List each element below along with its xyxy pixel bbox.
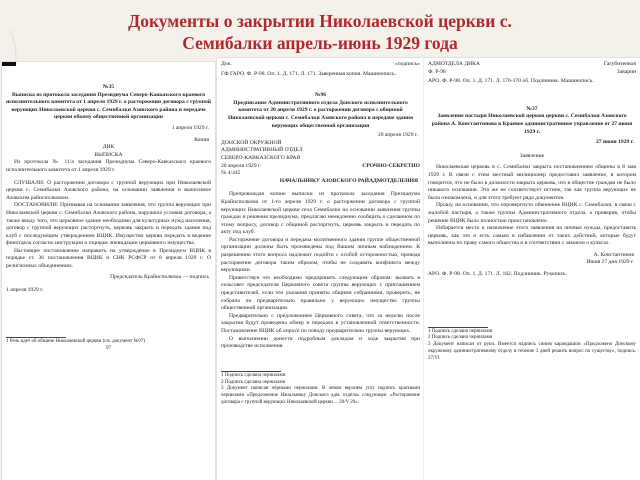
doc2-para-4: Предварительно с предложением Церковного совета, что за неделю после закрытия будут проведены обмер и передача в установленной ответственности. Постановление ВЦИК об опросе по поводу предварительно группы верующих. bbox=[221, 312, 420, 334]
doc2-footnote-2: 2 Подпись сделана чернилами bbox=[221, 379, 286, 385]
doc1-date-2: 1 апреля 1929 г. bbox=[6, 287, 44, 294]
doc2-addressee: НАЧАЛЬНИКУ АЗОВСКОГО РАЙАДМОТДЕЛЕНИЯ bbox=[279, 177, 418, 184]
doc2-footnote-3: 3 Документ написан чёрными чернилами. В левом верхнем углу надпись красными чернилами «Предложение Начальнику Донского адм. отдела» следующее: «Расторжение договора с группой верующих Николаевской церкви ... 20/V 29». bbox=[221, 386, 420, 405]
doc3-signature: А. Константинов bbox=[593, 251, 634, 258]
doc3-header-left: АДМОТДЕЛА ДИКА bbox=[428, 61, 480, 67]
document-96-scan bbox=[217, 58, 424, 480]
doc2-org: ДОНСКОЙ ОКРУЖНОЙ АДМИНИСТРАТИВНЫЙ ОТДЕЛ СЕВЕРО-КАВКАЗСКОГО КРАЯ bbox=[221, 139, 303, 161]
doc3-signature-date: Июня 27 дня 1929 г. bbox=[586, 259, 634, 266]
doc1-extra: Настоящее постановление направить на утверждение в Президиум ВЦИК в порядке ст. 36 постановления ВЦИК и СНК РСФСР от 8 апреля 1929 г. О религиозных объединениях. bbox=[6, 247, 211, 270]
document-37-scan bbox=[424, 58, 640, 480]
doc2-org-number: № 4/445 bbox=[221, 170, 241, 177]
doc3-date: 27 июня 1929 г. bbox=[595, 139, 634, 146]
document-35-scan bbox=[2, 62, 215, 480]
doc1-slushali: СЛУШАЛИ: О расторжении договора с группой верующих при Николаевской церкви с. Семибалки Азовского района, на основании заявления и выносимое Азовским райисполкомом. bbox=[6, 179, 211, 201]
scan-corner-mark bbox=[2, 62, 16, 66]
doc2-header-right: «подпись» bbox=[394, 61, 420, 67]
doc3-para-1: Николаевская церковь в с. Семибалки закрыта постановлением общины в 8 мая 1929 г. В связи с этим местный милиционер предоставил заявление, в котором говорится, что не было в должности закрыта церковь, что в обществе граждан не было никакого основания. Это же не соответствует истине, так как группа верующих не была ознакомлена, и для этого требуют ряда документов. bbox=[428, 164, 636, 201]
page-title bbox=[0, 10, 640, 54]
doc2-header-left: Док. bbox=[221, 61, 232, 67]
doc2-para-1: Препровождая копию выписки из протокола заседания Президиума Крайисполкома от 1-го апреля 1929 г. о расторжении договора с группой верующих Николаевской церкви села Семибалки на основании заявления группы граждан и решения президиума, предлагаю немедленно сообщить о сделанном по этому вопросу, договор с общиной расторгнуть, церковь закрыть и передать по акту под клуб. bbox=[221, 191, 420, 236]
doc2-footnote-1: 1 Подпись сделана чернилами bbox=[221, 372, 286, 378]
doc1-postanovili: ПОСТАНОВИЛИ: Признавая на основании заявления, что группа верующих при Николаевской церкви с. Семибалки Азовского района, нарушила условия договора, а также ввиду того, что церковное здание необходимо для культурных нужд населения, договор с группой верующих расторгнуть, церковь закрыть и передать здание под клуб с последующим утверждением ВЦИК. Имущество церкви передать в ведение финотдела согласно инструкции о порядке ликвидации церковного имущества. bbox=[6, 202, 211, 247]
doc2-org-date: 20 апреля 1929 г. bbox=[221, 162, 262, 169]
doc3-footnote-3: 3 Документ написан от руки. Имеется надпись синим карандашом «Предложено Донскому окружному административному отделу в течение 3 дней решить вопрос по существу», подпись. 27/VI bbox=[428, 342, 636, 361]
doc2-date: 20 апреля 1929 г. bbox=[377, 132, 418, 139]
doc3-footnote-rule bbox=[428, 327, 488, 328]
doc3-tag: Заявление bbox=[519, 152, 545, 159]
doc1-subhead-1: ДИК bbox=[102, 144, 115, 151]
doc3-header-right: Гагубитенков bbox=[603, 61, 636, 67]
doc1-intro: Из протокола № 11/а заседания Президиума Северо-Кавказского краевого исполнительного комитета от 1 апреля 1929 г. bbox=[6, 159, 211, 173]
doc3-para-2: Прошу, на основании, что опровергнуто обвинение ВЦИК с. Семибалки, в связи с жалобой пастыря, а также группы Административного отдела, а проверив, чтобы решение ВЦИК было полностью приостановлено. bbox=[428, 202, 636, 224]
doc3-header-left-2: Ф. Р-98 bbox=[428, 68, 446, 75]
doc3-footnote-2: 2 Подпись сделана чернилами bbox=[428, 335, 493, 341]
doc2-number: №96 bbox=[314, 92, 327, 99]
title-line-2: Семибалки апрель-июнь 1929 года bbox=[182, 33, 458, 53]
doc3-header-right-2: Заварин bbox=[616, 68, 636, 75]
doc2-footnote-rule bbox=[221, 371, 281, 372]
title-line-1: Документы о закрытии Николаевской церкви с. bbox=[128, 11, 512, 31]
doc1-signature: Председатель Крайисполкома — подпись bbox=[110, 273, 209, 280]
doc1-footnote-number: 97 bbox=[106, 345, 111, 351]
doc1-footnote: 1 Речь идет об общине Николаевской церкви (см. документ №97) bbox=[6, 338, 145, 344]
doc2-heading: Предписание Административного отдела Донского исполнительного комитета от 20 апреля 1929 г. о расторжении договора с общиной Николаевской церкви с. Семибалки Азовского района и передаче здания верующих общественной организации bbox=[227, 99, 414, 129]
doc2-para-3: Приветствуя это необходимо предпринять следующим образом: вызвать в сельсовет председателя Церковного совета группы верующих с приглашением представителей, если эти указания приняты общими собраниями, проверить, не собрана ли предварительно правильно у верующих имущество группы общественной организации. bbox=[221, 274, 420, 312]
doc1-heading: Выписка из протокола заседания Президиума Северо-Кавказского краевого исполнительного комитета от 1 апреля 1929 г. о расторжении договора с группой верующих Николаевской церкви с. Семибалки Азовского района и передаче церкви обкому общественной организации bbox=[6, 91, 211, 121]
doc3-para-3: Избирается место и назначение этого заявления на личные нужды, предоставить церковь, как это и есть самым в избавлении от таких действий, которые будут выполнены по праву самого общества и в соответствии с законом о культах. bbox=[428, 225, 636, 247]
doc3-archive-2: АРО. Ф. Р-98. Оп. 1. Д. 171. Л. 182. Подлинник. Рукопись. bbox=[428, 271, 567, 278]
doc3-footnote-1: 1 Подпись сделана чернилами bbox=[428, 328, 493, 334]
doc1-date: 1 апреля 1929 г. bbox=[171, 124, 209, 131]
doc1-footnote-rule bbox=[6, 337, 66, 338]
doc2-secret: СРОЧНО-СЕКРЕТНО bbox=[362, 162, 420, 169]
doc2-para-2: Расторжение договора и передача молитвенного здания группе общественной организации должны быть произведены под Вашим личным наблюдением. К разрешению этого вопроса надлежит подойти с особой осторожностью, проводя расторжение договора таким образом, чтобы не создавать конфликта между верующими. bbox=[221, 236, 420, 274]
doc1-tag: Копия bbox=[194, 136, 209, 143]
doc2-archive: ГФ ГАРО. Ф. Р-98. Оп. 1. Д. 171. Л. 171. Заверенная копия. Машинопись. bbox=[221, 70, 396, 77]
doc3-number: №37 bbox=[526, 105, 538, 112]
doc1-subhead-2: ВЫПИСКА bbox=[94, 151, 123, 158]
doc3-heading: Заявление пастыря Николаевской церкви церкви с. Семибалки Азовского района А. Константинова в Краевое административное управление от 27 июня 1929 г. bbox=[431, 113, 633, 135]
doc2-para-5: О выполнении донести подробным докладом и ходе закрытия при производстве исполнения. bbox=[221, 335, 420, 350]
doc3-archive: АРО. Ф. Р-98. Оп. 1. Д. 171. Л. 170-170 об. Подлинник. Машинопись. bbox=[428, 78, 594, 85]
doc1-number: №35 bbox=[102, 84, 115, 90]
